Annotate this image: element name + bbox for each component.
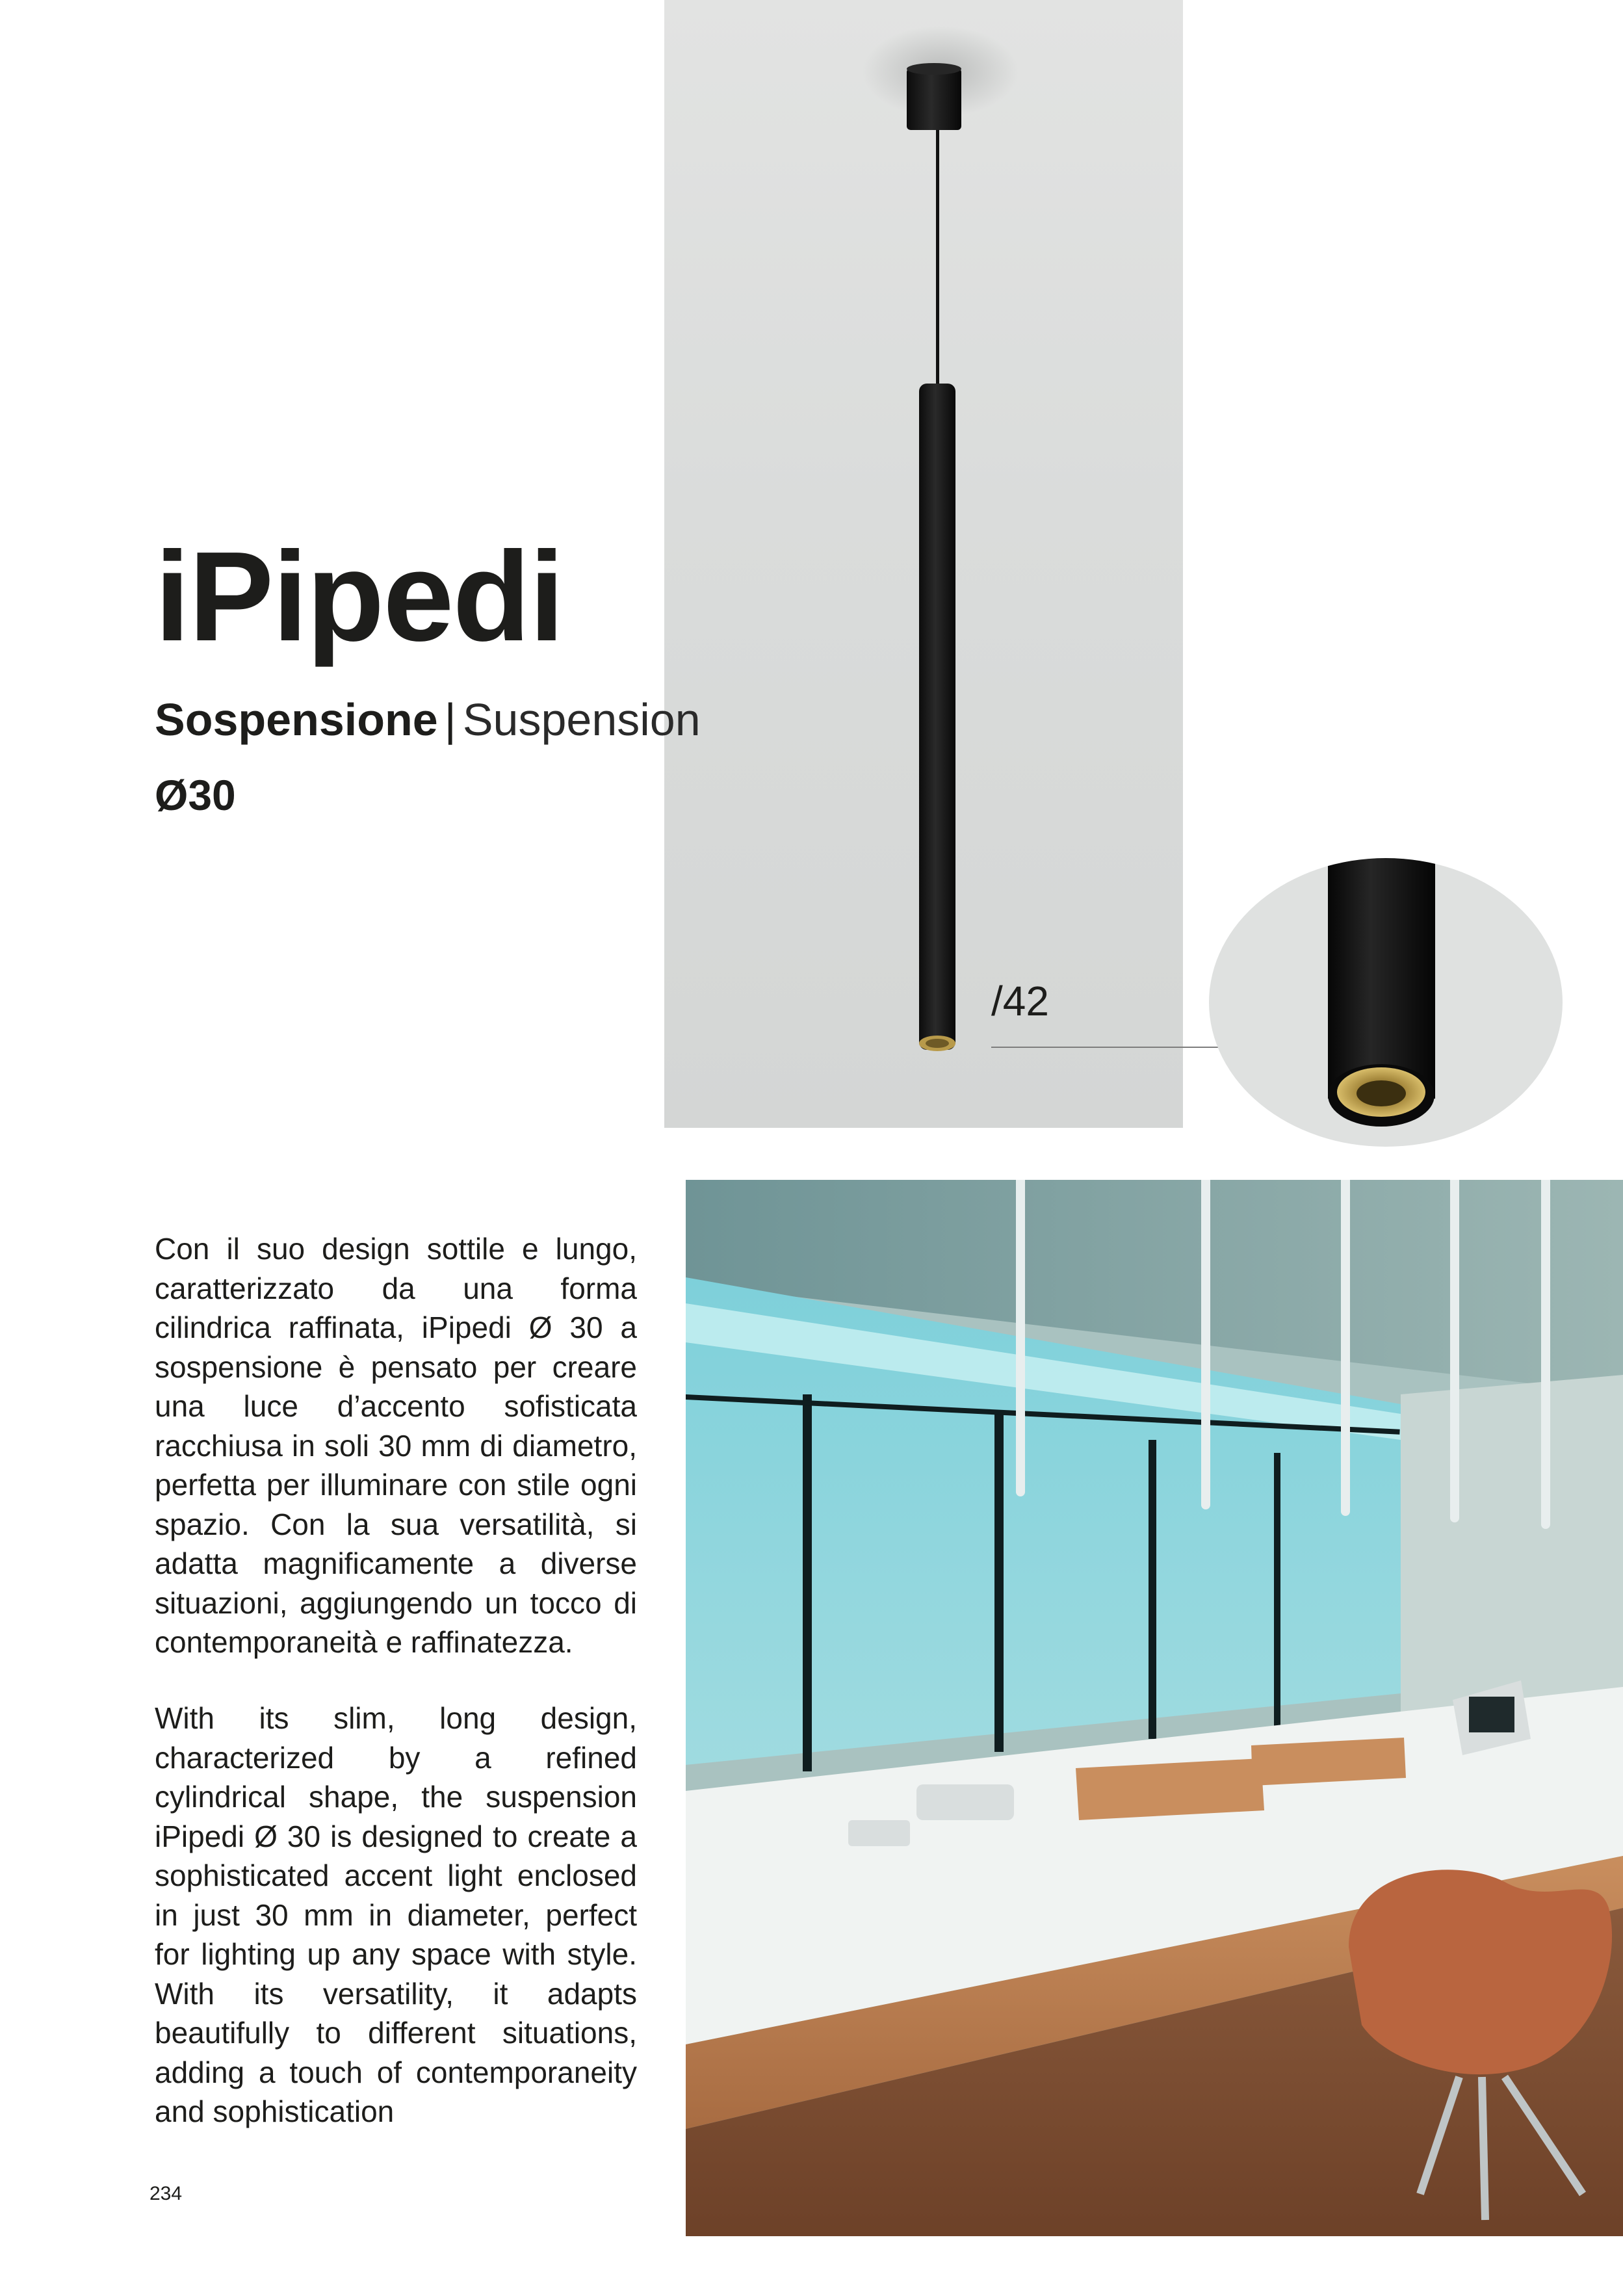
- subtitle-separator: |: [444, 694, 456, 745]
- product-subtitle: [155, 694, 701, 745]
- interior-scene: [686, 1180, 1623, 2236]
- description-english: With its slim, long design, characterized by a refined cylindrical shape, the suspension iPipedi Ø 30 is designed to create a sophisticated accent light enclosed in just 30 mm in diameter, perfect for lighting up any space with style. With its versatility, it adapts beautifully to different situations, adding a touch of contemporaneity and sophistication: [155, 1701, 637, 2128]
- product-diameter: Ø30: [155, 771, 236, 819]
- detail-zoom-image: [1209, 858, 1563, 1147]
- description-italian: Con il suo design sottile e lungo, caratterizzato da una forma cilindrica raffinata, iPipedi Ø 30 a sospensione è pensato per creare una luce d’accento sofisticata racchiusa in soli 30 mm di diametro, perfetta per illuminare con stile ogni spazio. Con la sua versatilità, si adatta magnificamente a diverse situazioni, aggiungendo un tocco di contemporaneità e raffinatezza.: [155, 1232, 637, 1659]
- interior-photo: [686, 1180, 1623, 2236]
- variant-code: /42: [991, 978, 1049, 1024]
- product-title: iPipedi: [155, 525, 564, 668]
- leader-line: [991, 1047, 1238, 1048]
- product-photo: [664, 0, 1183, 1128]
- subtitle-italian: Sospensione: [155, 694, 438, 745]
- page-number: 234: [149, 2183, 183, 2204]
- pendant-lamp-illustration: [664, 0, 1183, 1128]
- subtitle-english: Suspension: [462, 694, 701, 745]
